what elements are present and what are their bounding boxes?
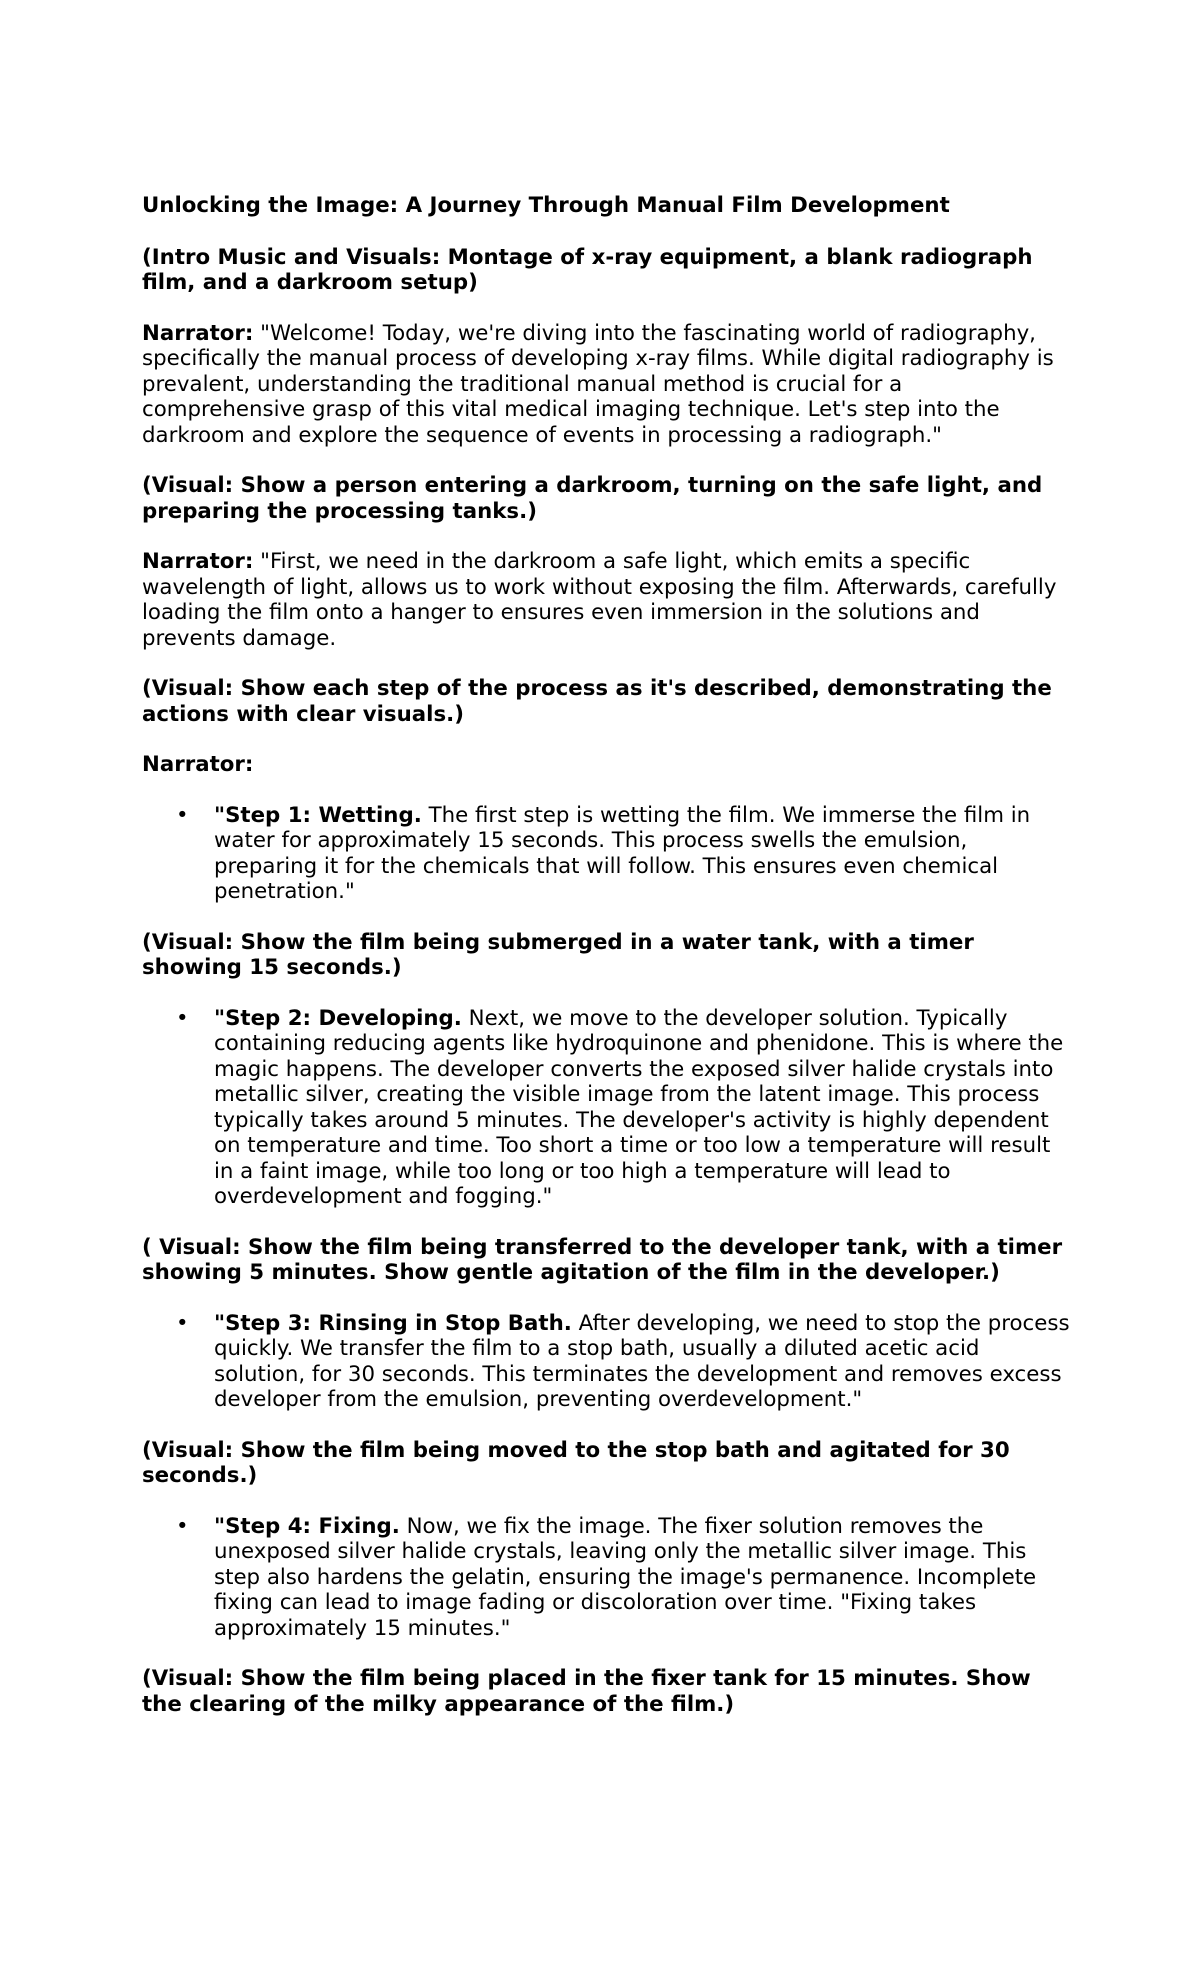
narrator-label-standalone: Narrator: bbox=[142, 752, 254, 777]
narration-text: "First, we need in the darkroom a safe light, which emits a specific wavelength of light, allows us to work without exposing the film. Afterwards, carefully loading the film onto a hanger to ensures even immersion in the solutions and prevents damage. bbox=[142, 549, 1057, 651]
bullet-icon: • bbox=[176, 802, 189, 828]
bullet-icon: • bbox=[176, 1005, 189, 1031]
step-visual-cue: ( Visual: Show the film being transferred to the developer tank, with a timer showing 5 minutes. Show gentle agitation of the film in the developer.) bbox=[142, 1234, 1063, 1285]
narrator-label: Narrator: bbox=[142, 549, 254, 574]
list-item bbox=[142, 803, 1072, 905]
narration-paragraph-2 bbox=[142, 549, 1072, 651]
document-title: Unlocking the Image: A Journey Through Manual Film Development bbox=[142, 193, 950, 218]
visual-cue-2: (Visual: Show each step of the process as it's described, demonstrating the actions with clear visuals.) bbox=[142, 676, 1052, 727]
list-item bbox=[142, 1006, 1072, 1210]
intro-visual-cue: (Intro Music and Visuals: Montage of x-ray equipment, a blank radiograph film, and a darkroom setup) bbox=[142, 244, 1033, 295]
step-visual-cue: (Visual: Show the film being submerged in a water tank, with a timer showing 15 seconds.) bbox=[142, 929, 974, 980]
list-item bbox=[142, 1311, 1072, 1413]
narration-text: "Welcome! Today, we're diving into the fascinating world of radiography, specifically the manual process of developing x-ray films. While digital radiography is prevalent, understanding the traditional manual method is crucial for a comprehensive grasp of this vital medical imaging technique. Let's step into the darkroom and explore the sequence of events in processing a radiograph." bbox=[142, 320, 1054, 448]
step-text: The first step is wetting the film. We immerse the film in water for approximately 15 seconds. This process swells the emulsion, preparing it for the chemicals that will follow. This ensures even chemical penetration." bbox=[214, 802, 1031, 904]
step-list bbox=[142, 1006, 1072, 1210]
narration-paragraph-1 bbox=[142, 321, 1072, 449]
narrator-label: Narrator: bbox=[142, 320, 254, 346]
step-list bbox=[142, 803, 1072, 905]
step-heading: "Step 4: Fixing. bbox=[214, 1513, 400, 1539]
step-text: After developing, we need to stop the process quickly. We transfer the film to a stop bath, usually a diluted acetic acid solution, for 30 seconds. This terminates the development and removes excess developer from the emulsion, preventing overdevelopment." bbox=[214, 1310, 1070, 1412]
step-heading: "Step 1: Wetting. bbox=[214, 802, 422, 828]
step-heading: "Step 2: Developing. bbox=[214, 1005, 462, 1031]
bullet-icon: • bbox=[176, 1513, 189, 1539]
step-list bbox=[142, 1514, 1072, 1642]
step-text: Next, we move to the developer solution. Typically containing reducing agents like hydroquinone and phenidone. This is where the magic happens. The developer converts the exposed silver halide crystals into metallic silver, creating the visible image from the latent image. This process typically takes around 5 minutes. The developer's activity is highly dependent on temperature and time. Too short a time or too low a temperature will result in a faint image, while too long or too high a temperature will lead to overdevelopment and fogging." bbox=[214, 1005, 1064, 1209]
step-visual-cue: (Visual: Show the film being placed in the fixer tank for 15 minutes. Show the clearing of the milky appearance of the film.) bbox=[142, 1666, 1031, 1717]
step-visual-cue: (Visual: Show the film being moved to the stop bath and agitated for 30 seconds.) bbox=[142, 1437, 1010, 1488]
visual-cue-1: (Visual: Show a person entering a darkroom, turning on the safe light, and preparing the processing tanks.) bbox=[142, 473, 1043, 524]
bullet-icon: • bbox=[176, 1310, 189, 1336]
step-list bbox=[142, 1311, 1072, 1413]
list-item bbox=[142, 1514, 1072, 1642]
document-page bbox=[142, 193, 1072, 1742]
step-heading: "Step 3: Rinsing in Stop Bath. bbox=[214, 1310, 572, 1336]
step-text: Now, we fix the image. The fixer solution removes the unexposed silver halide crystals, leaving only the metallic silver image. This step also hardens the gelatin, ensuring the image's permanence. Incomplete fixing can lead to image fading or discoloration over time. "Fixing takes approximately 15 minutes." bbox=[214, 1513, 1037, 1641]
